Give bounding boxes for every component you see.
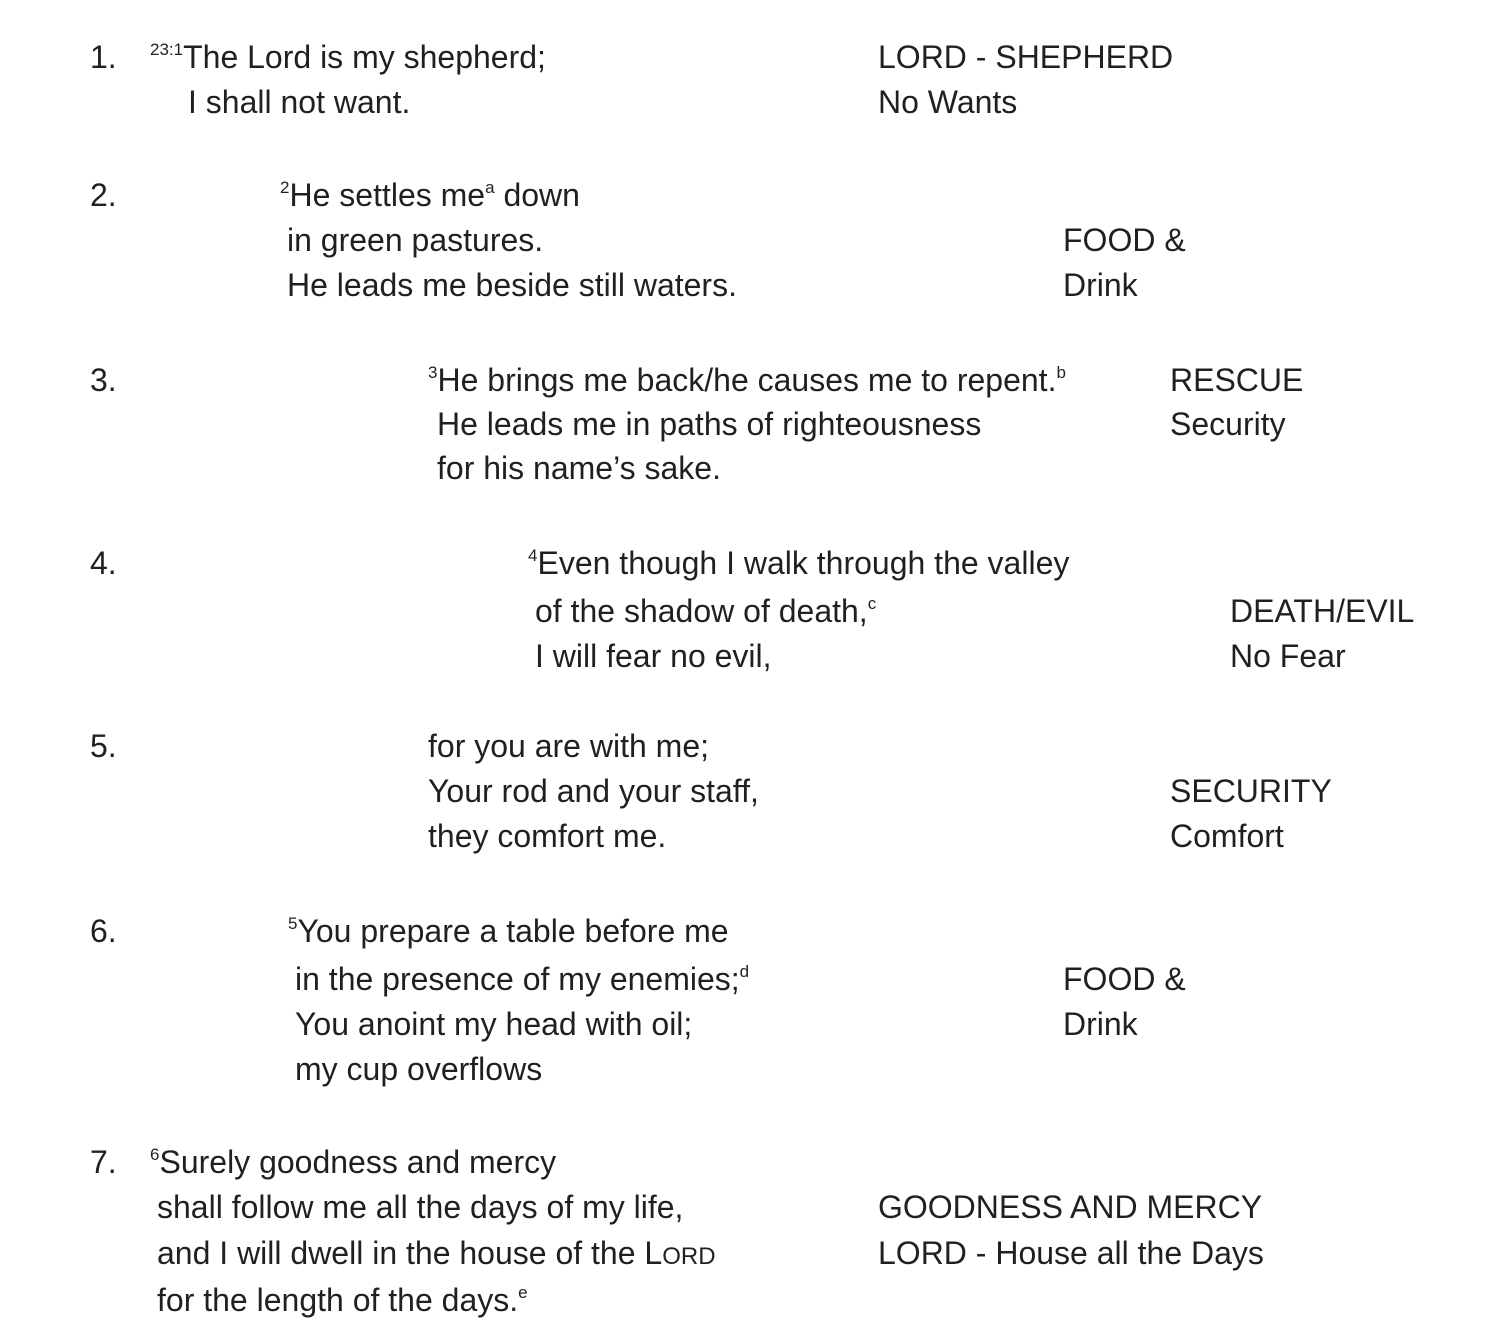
theme-title: RESCUE [1170, 362, 1304, 398]
verse-text: for the length of the days. [157, 1282, 519, 1318]
theme-subtitle: Drink [1063, 1006, 1138, 1042]
stanza-number: 7. [90, 1144, 117, 1180]
theme-subtitle: No Fear [1230, 638, 1346, 674]
footnote-marker: b [1056, 363, 1066, 382]
verse-number: 3 [428, 363, 438, 382]
verse-line [528, 543, 1069, 583]
theme-subtitle: No Wants [878, 84, 1018, 120]
verse-line: they comfort me. [428, 818, 667, 854]
verse-line: I will fear no evil, [535, 638, 772, 674]
verse-line: Your rod and your staff, [428, 773, 759, 809]
verse-line [288, 911, 729, 951]
verse-number: 4 [528, 546, 538, 565]
verse-text: The Lord is my shepherd; [183, 39, 546, 75]
verse-line [157, 1280, 528, 1320]
theme-subtitle: Drink [1063, 267, 1138, 303]
verse-line: I shall not want. [188, 84, 411, 120]
verse-text: He brings me back/he causes me to repent. [437, 362, 1057, 398]
verse-line [150, 37, 546, 77]
theme-title: LORD - SHEPHERD [878, 39, 1174, 75]
stanza-number: 4. [90, 545, 117, 581]
verse-text: and I will dwell in the house of the L [157, 1235, 663, 1271]
theme-subtitle: LORD - House all the Days [878, 1235, 1264, 1271]
verse-text: You prepare a table before me [297, 913, 729, 949]
verse-line [150, 1142, 556, 1182]
verse-text: of the shadow of death, [535, 593, 868, 629]
verse-line: shall follow me all the days of my life, [157, 1189, 684, 1225]
verse-line: my cup overflows [295, 1051, 543, 1087]
verse-number: 23:1 [150, 40, 184, 59]
small-caps-text: ORD [662, 1243, 716, 1270]
verse-number: 6 [150, 1145, 160, 1164]
footnote-marker: e [518, 1283, 528, 1302]
stanza-number: 5. [90, 728, 117, 764]
verse-text: down [494, 177, 580, 213]
verse-text: in the presence of my enemies; [295, 961, 740, 997]
verse-line [295, 959, 749, 999]
verse-text: He settles me [289, 177, 486, 213]
stanza-number: 6. [90, 913, 117, 949]
verse-number: 5 [288, 914, 298, 933]
stanza-number: 3. [90, 362, 117, 398]
theme-title: DEATH/EVIL [1230, 593, 1415, 629]
verse-line [157, 1233, 716, 1277]
verse-line [535, 591, 876, 631]
footnote-marker: c [867, 594, 877, 613]
verse-number: 2 [280, 178, 290, 197]
footnote-marker: a [485, 178, 495, 197]
theme-subtitle: Comfort [1170, 818, 1284, 854]
stanza-number: 1. [90, 39, 117, 75]
verse-line [280, 175, 580, 215]
verse-line: in green pastures. [287, 222, 544, 258]
stanza-number: 2. [90, 177, 117, 213]
verse-text: Surely goodness and mercy [159, 1144, 557, 1180]
footnote-marker: d [739, 962, 750, 981]
theme-subtitle: Security [1170, 406, 1286, 442]
theme-title: FOOD & [1063, 222, 1186, 258]
theme-title: FOOD & [1063, 961, 1186, 997]
verse-line: He leads me beside still waters. [287, 267, 737, 303]
verse-line: for you are with me; [428, 728, 709, 764]
theme-title: GOODNESS AND MERCY [878, 1189, 1263, 1225]
verse-line: He leads me in paths of righteousness [437, 406, 982, 442]
verse-line: You anoint my head with oil; [295, 1006, 693, 1042]
verse-line [428, 360, 1066, 400]
verse-line: for his name’s sake. [437, 450, 721, 486]
verse-text: Even though I walk through the valley [537, 545, 1070, 581]
theme-title: SECURITY [1170, 773, 1332, 809]
